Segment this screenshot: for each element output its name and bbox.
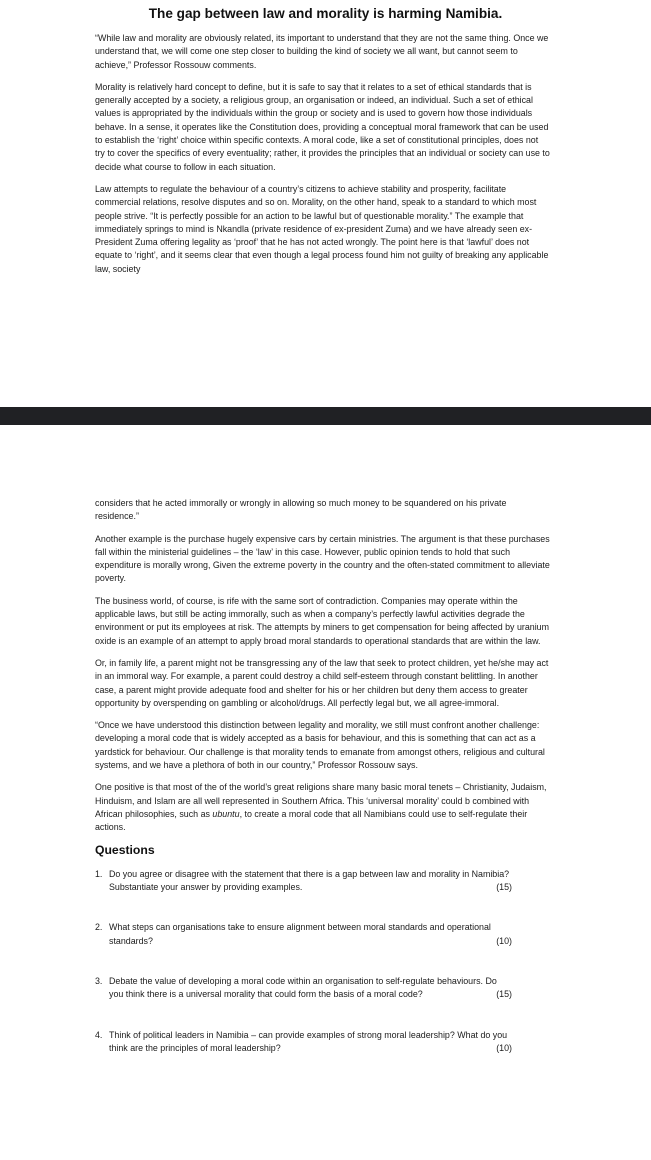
question-text: What steps can organisations take to ensure alignment between moral standards and operational standards? — [109, 922, 491, 946]
question-number: 1. — [95, 868, 103, 879]
question-item — [95, 975, 550, 1002]
page2-body — [95, 497, 550, 1055]
question-item — [95, 868, 550, 895]
paragraph: Another example is the purchase hugely expensive cars by certain ministries. The argument is that these purchases fall within the ministerial guidelines – the ‘law’ in this case. However, public opinion tends to hold that such expenditure is morally wrong, Given the extreme poverty in the country and the often-stated commitment to alleviate poverty. — [95, 533, 550, 584]
paragraph: Or, in family life, a parent might not be transgressing any of the law that seek to protect children, yet he/she may act in an immoral way. For example, a parent could destroy a child self-esteem through constant belittling. In another case, a parent might provide adequate food and shelter for his or her children but deny them access to greater opportunity by overspending on gambling or alcohol/drugs. All perfectly legal but, we all agree-immoral. — [95, 657, 549, 708]
paragraph-text: One positive is that most of the of the world’s great religions share many basic moral tenets – Christianity, Judaism, Hinduism, and Islam are all well represented in Southern Africa. This ‘universal morality’ could b combined with African philosophies, such as — [95, 782, 547, 819]
question-number: 2. — [95, 922, 103, 933]
question-text: Think of political leaders in Namibia – can provide examples of strong moral leadership? What do you think are the principles of moral leadership? — [109, 1029, 508, 1053]
questions-heading: Questions — [95, 842, 155, 857]
question-number: 4. — [95, 1029, 103, 1040]
document-page-2 — [0, 425, 651, 1160]
paragraph: Law attempts to regulate the behaviour of a country’s citizens to achieve stability and prosperity, facilitate commercial relations, resolve disputes and so on. Morality, on the other hand, speak to a standard to which most people strive. “It is perfectly possible for an action to be lawful but of questionable morality.” The example that immediately springs to mind is Nkandla (private residence of ex-president Zuma) and we have already seen ex-President Zuma offering legality as ‘proof’ that he has not acted wrongly. The point here is that ‘lawful’ does not equate to ‘right’, and it seems clear that even though a legal process found him not guilty of breaking any applicable law, society — [95, 183, 549, 274]
page-separator — [0, 407, 651, 425]
question-text: Debate the value of developing a moral code within an organisation to self-regulate behaviours. Do you think there is a universal morality that could form the basis of a moral code? — [109, 976, 497, 1000]
paragraph: The business world, of course, is rife with the same sort of contradiction. Companies may operate within the applicable laws, but still be acting immorally, such as when a company’s perfectly lawful activities degrade the environment or put its employees at risk. The attempts by miners to get compensation for being affected by uranium oxide is an example of an attempt to apply broad moral standards to operational standards that are within the law. — [95, 595, 550, 646]
paragraph-text: , to create a moral code that all Namibians could use to self-regulate their actions. — [95, 808, 528, 833]
question-item — [95, 921, 550, 948]
question-marks: (15) — [496, 989, 512, 1000]
paragraph: considers that he acted immorally or wrongly in allowing so much money to be squandered on his private residence.” — [95, 498, 507, 522]
questions-list — [95, 868, 550, 1055]
question-marks: (10) — [496, 1042, 512, 1053]
paragraph: “While law and morality are obviously related, its important to understand that they are not the same thing. Once we understand that, we will come one step closer to building the kind of society we all want, but cannot seem to achieve,” Professor Rossouw comments. — [95, 33, 549, 70]
paragraph: Morality is relatively hard concept to define, but it is safe to say that it relates to a set of ethical standards that is generally accepted by a society, a religious group, an organisation or indeed, an individual. Such a set of ethical values is appropriated by the individuals within the group or society and is used to govern how those individuals behave. In a sense, it operates like the Constitution does, providing a conceptual moral framework that can be used to establish the ‘right’ choice within specific contexts. A moral code, like a set of constitutional principles, does not try to cover the specifics of every eventuality; rather, it provides the principles that an individual or society can use to decide what course to follow in each situation. — [95, 81, 550, 172]
page-title: The gap between law and morality is harming Namibia. — [148, 6, 503, 21]
question-marks: (10) — [496, 935, 512, 946]
emphasis-ubuntu: ubuntu — [212, 808, 240, 819]
page1-body — [95, 32, 550, 285]
paragraph — [95, 781, 550, 834]
question-item — [95, 1029, 550, 1056]
question-number: 3. — [95, 976, 103, 987]
question-marks: (15) — [496, 882, 512, 893]
paragraph: “Once we have understood this distinction between legality and morality, we still must confront another challenge: developing a moral code that is widely accepted as a basis for behaviour, and this is something that can act as a yardstick for behaviour. Our challenge is that morality tends to emanate from amongst others, religious and cultural systems, and we have a plethora of both in our country,” Professor Rossouw says. — [95, 720, 545, 771]
document-page-1 — [0, 0, 651, 407]
question-text: Do you agree or disagree with the statement that there is a gap between law and morality in Namibia? Substantiate your answer by providing examples. — [109, 868, 510, 893]
